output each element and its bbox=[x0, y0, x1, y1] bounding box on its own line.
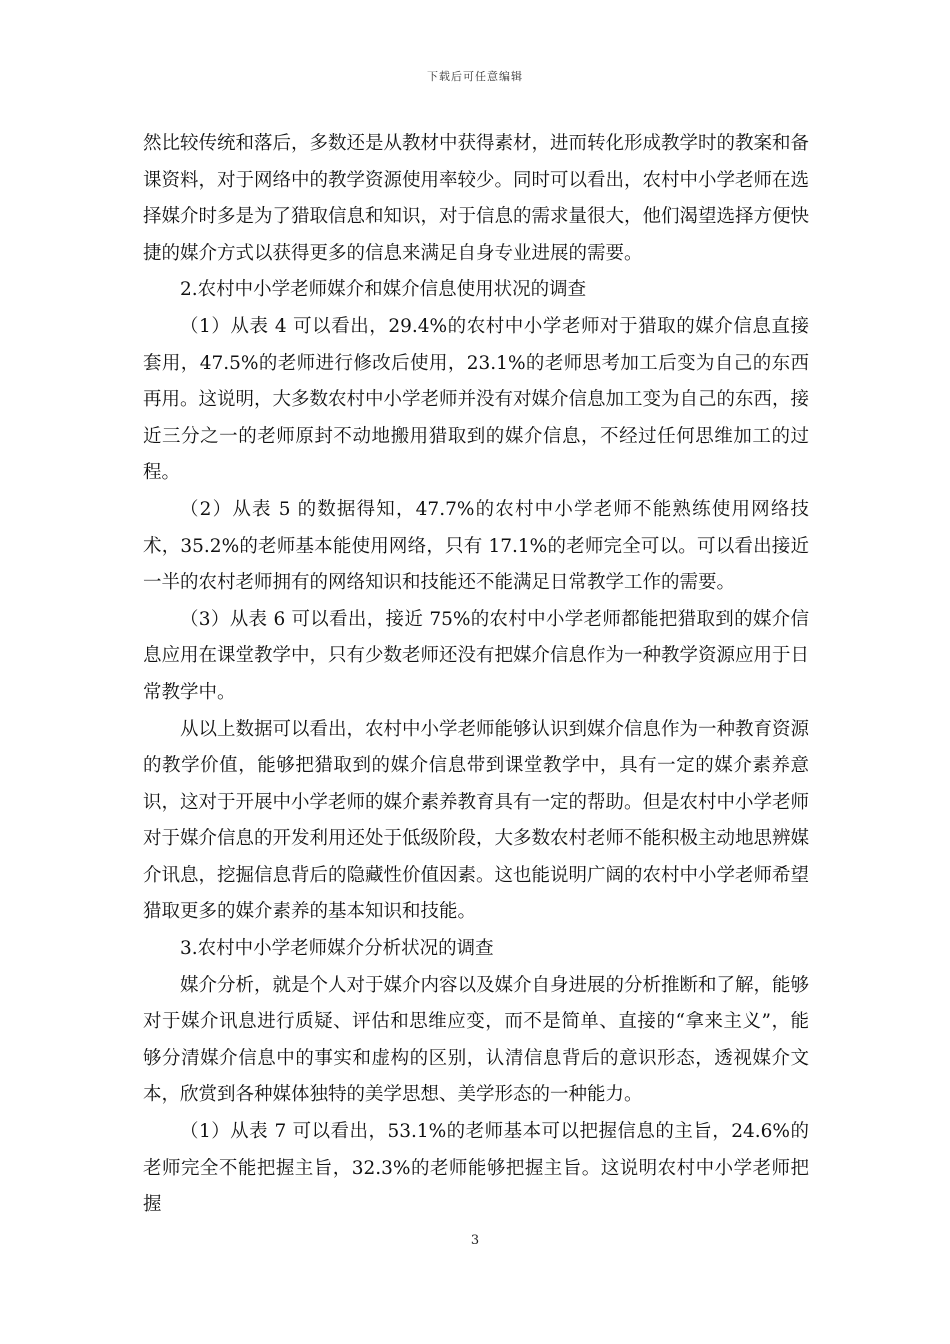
document-body bbox=[143, 126, 809, 1224]
paragraph-item-1: （1）从表 4 可以看出，29.4%的农村中小学老师对于猎取的媒介信息直接套用，47.5%的老师进行修改后使用，23.1%的老师思考加工后变为自己的东西再用。这说明，大多数农村中小学老师并没有对媒介信息加工变为自己的东西，接近三分之一的老师原封不动地搬用猎取到的媒介信息，不经过任何思维加工的过程。 bbox=[143, 315, 810, 484]
page-number: 3 bbox=[470, 1233, 480, 1248]
section-heading-2: 2.农村中小学老师媒介和媒介信息使用状况的调查 bbox=[180, 279, 587, 301]
paragraph-continuation: 然比较传统和落后，多数还是从教材中获得素材，进而转化形成教学时的教案和备课资料，对于网络中的教学资源使用率较少。同时可以看出，农村中小学老师在选择媒介时多是为了猎取信息和知识，对于信息的需求量很大，他们渴望选择方便快捷的媒介方式以获得更多的信息来满足自身专业进展的需要。 bbox=[143, 133, 810, 264]
paragraph-item-3: （3）从表 6 可以看出，接近 75%的农村中小学老师都能把猎取到的媒介信息应用在课堂教学中，只有少数老师还没有把媒介信息作为一种教学资源应用于日常教学中。 bbox=[143, 608, 810, 703]
paragraph-summary: 从以上数据可以看出，农村中小学老师能够认识到媒介信息作为一种教育资源的教学价值，能够把猎取到的媒介信息带到课堂教学中，具有一定的媒介素养意识，这对于开展中小学老师的媒介素养教育具有一定的帮助。但是农村中小学老师对于媒介信息的开发利用还处于低级阶段，大多数农村老师不能积极主动地思辨媒介讯息，挖掘信息背后的隐藏性价值因素。这也能说明广阔的农村中小学老师希望猎取更多的媒介素养的基本知识和技能。 bbox=[143, 718, 810, 923]
page-header: 下载后可任意编辑 bbox=[427, 70, 523, 83]
paragraph-definition: 媒介分析，就是个人对于媒介内容以及媒介自身进展的分析推断和了解，能够对于媒介讯息进行质疑、评估和思维应变，而不是简单、直接的“拿来主义”，能够分清媒介信息中的事实和虚构的区别，认清信息背后的意识形态，透视媒介文本，欣赏到各种媒体独特的美学思想、美学形态的一种能力。 bbox=[143, 974, 810, 1106]
section-heading-3: 3.农村中小学老师媒介分析状况的调查 bbox=[180, 938, 494, 960]
paragraph-item-2: （2）从表 5 的数据得知，47.7%的农村中小学老师不能熟练使用网络技术，35.2%的老师基本能使用网络，只有 17.1%的老师完全可以。可以看出接近一半的农村老师拥有的网络知识和技能还不能满足日常教学工作的需要。 bbox=[143, 498, 809, 594]
paragraph-item-1b: （1）从表 7 可以看出，53.1%的老师基本可以把握信息的主旨，24.6%的老师完全不能把握主旨，32.3%的老师能够把握主旨。这说明农村中小学老师把握 bbox=[143, 1121, 809, 1216]
